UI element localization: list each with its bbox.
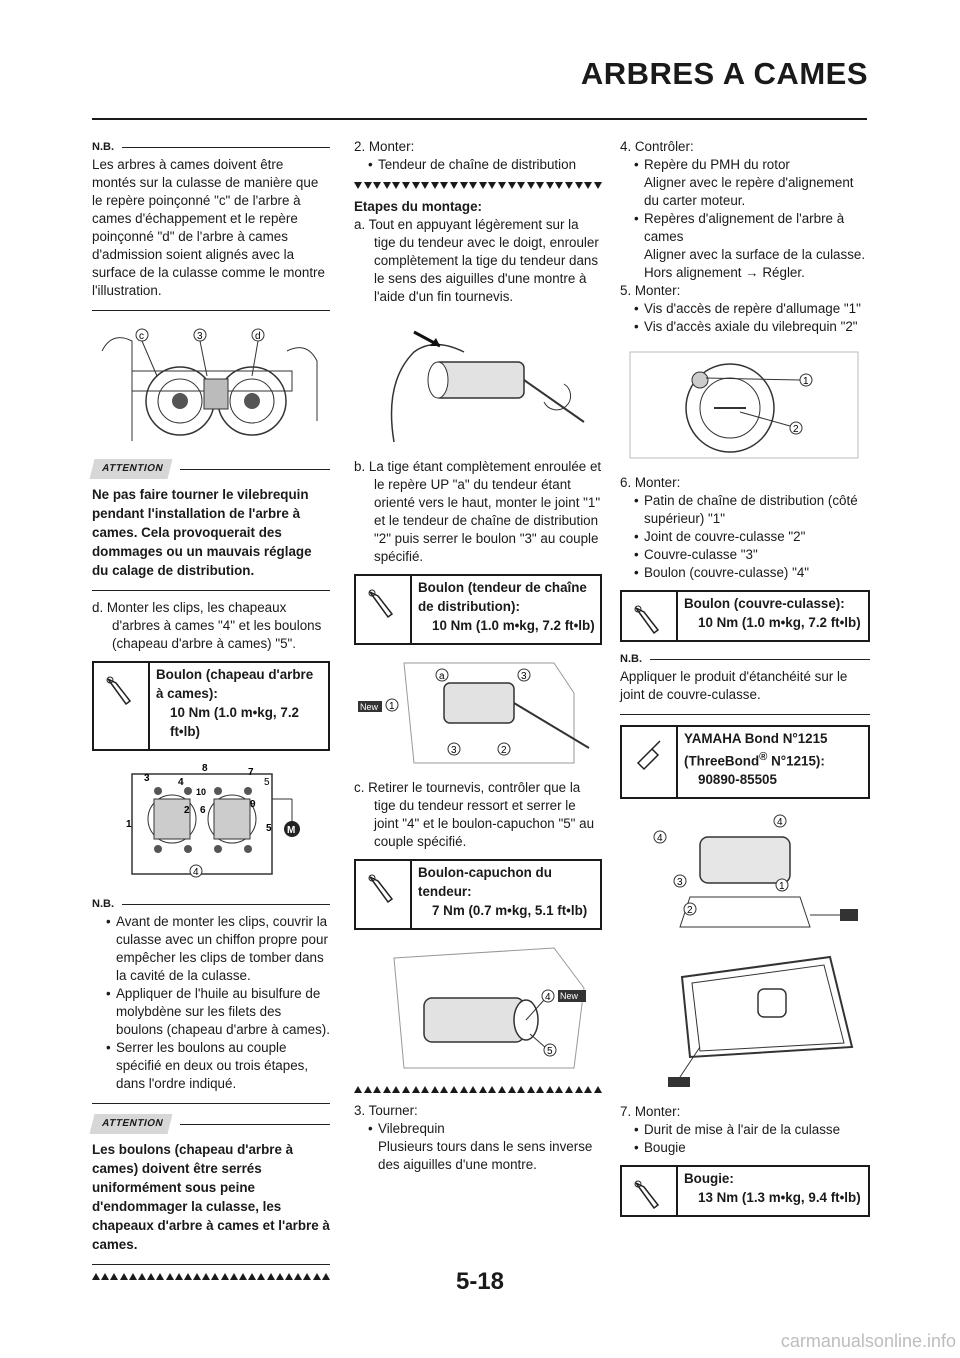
- spec-value: 10 Nm (1.0 m•kg, 7.2 ft•lb): [170, 705, 299, 739]
- triangle-marker-icon: [469, 1086, 477, 1093]
- step-item: • Tendeur de chaîne de distribution: [368, 157, 577, 172]
- triangle-marker-icon: [555, 182, 563, 189]
- triangle-marker-icon: [594, 182, 602, 189]
- fig-label: 1: [779, 881, 785, 893]
- fig-label: 5: [266, 823, 272, 834]
- molybdenum-oil-badge: M: [287, 825, 296, 836]
- fig-label: 8: [202, 763, 208, 774]
- tensioner-install-figure: [354, 653, 600, 773]
- sealant-tube-icon: [622, 727, 678, 797]
- page-header-title: ARBRES A CAMES: [580, 56, 868, 91]
- fig-label: 2: [687, 905, 693, 917]
- watermark: carmanualsonline.info: [780, 1331, 956, 1351]
- triangle-marker-icon: [546, 182, 554, 189]
- torque-wrench-icon: [622, 592, 678, 640]
- procedure-end-marker: [354, 1086, 602, 1094]
- fig-label: 3: [197, 331, 203, 342]
- step-5: 5. Monter:: [620, 283, 681, 298]
- note-box: [92, 895, 330, 1104]
- fig-label: d: [255, 331, 261, 342]
- step-item: • Boulon (couvre-culasse) "4": [634, 565, 810, 580]
- fig-label: a: [439, 671, 445, 682]
- fig-label: 3: [144, 773, 150, 784]
- note-bullet: • Serrer les boulons au couple spécifié en deux ou trois étapes, dans l'ordre indiqué.: [106, 1040, 309, 1091]
- triangle-marker-icon: [498, 182, 506, 189]
- triangle-marker-icon: [527, 1086, 535, 1093]
- note-bullet: • Appliquer de l'huile au bisulfure de molybdène sur les filets des boulons (chapeau d'arbre à cames).: [106, 986, 330, 1037]
- step-item: • Vis d'accès de repère d'allumage "1": [634, 301, 861, 316]
- spec-value: 90890-85505: [698, 772, 777, 788]
- triangle-marker-icon: [373, 1086, 381, 1093]
- camshaft-alignment-figure: [92, 321, 328, 451]
- fig-label: 4: [193, 867, 199, 878]
- triangle-marker-icon: [488, 1086, 496, 1093]
- triangle-marker-icon: [421, 182, 429, 189]
- triangle-marker-icon: [354, 1086, 362, 1093]
- column-left: [92, 138, 330, 1289]
- step-item: • Bougie: [634, 1140, 686, 1156]
- triangle-marker-icon: [460, 182, 468, 189]
- triangle-marker-icon: [450, 1086, 458, 1093]
- header-rule: [92, 118, 867, 120]
- triangle-marker-icon: [392, 1086, 400, 1093]
- triangle-marker-icon: [565, 182, 573, 189]
- triangle-marker-icon: [565, 1086, 573, 1093]
- torque-spec-box: [92, 661, 330, 751]
- torque-wrench-icon: [356, 861, 412, 928]
- fig-label: 3: [677, 877, 683, 889]
- timing-mark-screw-figure: [620, 342, 868, 468]
- step-item: • Repère du PMH du rotor: [634, 157, 790, 172]
- page-number: 5-18: [455, 1268, 505, 1295]
- fig-label: 9: [250, 799, 256, 810]
- fig-label: 5: [547, 1046, 553, 1057]
- step-item: • Repères d'alignement de l'arbre à cames: [634, 211, 845, 244]
- spec-title: Boulon (chapeau d'arbre à cames):: [156, 667, 314, 701]
- step-7: 7. Monter:: [620, 1104, 681, 1120]
- step-item: • Vis d'accès axiale du vilebrequin "2": [634, 319, 858, 334]
- triangle-marker-icon: [373, 182, 381, 189]
- triangle-marker-icon: [575, 182, 583, 189]
- triangle-marker-icon: [431, 1086, 439, 1093]
- triangle-marker-icon: [479, 182, 487, 189]
- step-description: Aligner avec la surface de la culasse.: [644, 247, 866, 262]
- step-item: • Vilebrequin: [368, 1121, 445, 1136]
- procedure-start-marker: [354, 182, 602, 190]
- torque-wrench-icon: [94, 663, 150, 749]
- fig-label: 3: [521, 671, 527, 682]
- triangle-marker-icon: [508, 1086, 516, 1093]
- triangle-marker-icon: [546, 1086, 554, 1093]
- triangle-marker-icon: [536, 182, 544, 189]
- triangle-marker-icon: [440, 1086, 448, 1093]
- column-middle: [354, 138, 602, 1174]
- nb-label: N.B.: [620, 653, 642, 665]
- spec-title: Boulon-capuchon du tendeur:: [418, 865, 552, 899]
- fig-label: 2: [501, 745, 507, 756]
- step-item: • Couvre-culasse "3": [634, 547, 758, 562]
- triangle-marker-icon: [584, 182, 592, 189]
- note-box: [620, 650, 870, 715]
- attention-box: [92, 459, 330, 591]
- new-badge: New: [560, 991, 579, 1001]
- step-4: 4. Contrôler:: [620, 139, 694, 154]
- note-text: Les arbres à cames doivent être montés sur la culasse de manière que le repère poinçonné "c" de l'arbre à cames d'échappement et le repère poinçonné "d" de l'arbre à cames d'admission soient alignés avec la surface de la culasse comme le montre l'illustration.: [92, 157, 325, 298]
- fig-label: 1: [126, 819, 132, 830]
- triangle-marker-icon: [402, 1086, 410, 1093]
- step-a: a. Tout en appuyant légèrement sur la tige du tendeur avec le doigt, enrouler complètement la tige du tendeur dans le sens des aiguilles d'une montre à l'aide d'un fin tournevis.: [354, 217, 599, 304]
- spec-value: 13 Nm (1.3 m•kg, 9.4 ft•lb): [698, 1190, 861, 1206]
- step-b: b. La tige étant complètement enroulée et le repère UP "a" du tendeur étant orienté vers le haut, monter le joint "1" et le tendeur de chaîne de distribution "2" puis serrer le boulon "3" au couple spécifié.: [354, 459, 602, 564]
- triangle-marker-icon: [460, 1086, 468, 1093]
- new-badge: New: [360, 702, 379, 712]
- step-6: 6. Monter:: [620, 475, 681, 490]
- triangle-marker-icon: [412, 1086, 420, 1093]
- step-description: Aligner avec le repère d'alignement du carter moteur.: [644, 175, 854, 208]
- torque-wrench-icon: [356, 576, 412, 643]
- nb-label: N.B.: [92, 141, 114, 153]
- spec-title: YAMAHA Bond N°1215 (ThreeBond® N°1215):: [684, 731, 828, 769]
- step-description: Plusieurs tours dans le sens inverse des aiguilles d'une montre.: [378, 1139, 593, 1172]
- spec-value: 7 Nm (0.7 m•kg, 5.1 ft•lb): [432, 903, 588, 918]
- note-bullet: • Avant de monter les clips, couvrir la culasse avec un chiffon propre pour empêcher les clips de tomber dans la cavité de la culasse.: [106, 914, 328, 983]
- misalignment-action: Hors alignement → Régler.: [644, 265, 805, 280]
- triangle-marker-icon: [412, 182, 420, 189]
- triangle-marker-icon: [508, 182, 516, 189]
- attention-box: [92, 1114, 330, 1265]
- triangle-marker-icon: [383, 182, 391, 189]
- triangle-marker-icon: [479, 1086, 487, 1093]
- triangle-marker-icon: [450, 182, 458, 189]
- fig-label: 1: [803, 376, 809, 387]
- triangle-marker-icon: [527, 182, 535, 189]
- torque-wrench-icon: [622, 1167, 678, 1215]
- triangle-marker-icon: [402, 182, 410, 189]
- triangle-marker-icon: [421, 1086, 429, 1093]
- tensioner-rod-figure: [354, 312, 600, 452]
- fig-label: 1: [389, 701, 395, 712]
- triangle-marker-icon: [383, 1086, 391, 1093]
- attention-badge: ATTENTION: [90, 459, 173, 479]
- step-item: • Patin de chaîne de distribution (côté supérieur) "1": [634, 493, 858, 526]
- torque-spec-box: [620, 590, 870, 642]
- attention-text: Ne pas faire tourner le vilebrequin pendant l'installation de l'arbre à cames. Cela provoquerait des dommages ou un mauvais réglage du calage de distribution.: [92, 487, 312, 578]
- fig-label: 4: [545, 992, 551, 1003]
- fig-label: 6: [200, 805, 206, 816]
- triangle-marker-icon: [498, 1086, 506, 1093]
- note-box: [92, 138, 330, 311]
- torque-spec-box: [354, 574, 602, 645]
- triangle-marker-icon: [517, 1086, 525, 1093]
- attention-text: Les boulons (chapeau d'arbre à cames) doivent être serrés uniformément sous peine d'endommager la culasse, les chapeaux d'arbre à cames et l'arbre à cames.: [92, 1142, 330, 1252]
- fig-label: 2: [184, 805, 190, 816]
- step-c: c. Retirer le tournevis, contrôler que la tige du tendeur ressort et serrer le joint "4" et le boulon-capuchon "5" au couple spécifié.: [354, 780, 595, 849]
- fig-label: 7: [248, 767, 254, 778]
- fig-label: 4: [777, 817, 783, 829]
- fig-label: 4: [178, 777, 184, 788]
- step-item: • Joint de couvre-culasse "2": [634, 529, 806, 544]
- fig-label: 10: [196, 787, 207, 797]
- torque-spec-box: [620, 1165, 870, 1217]
- spec-title: Boulon (couvre-culasse):: [684, 596, 845, 611]
- triangle-marker-icon: [536, 1086, 544, 1093]
- spec-value: 10 Nm (1.0 m•kg, 7.2 ft•lb): [432, 618, 595, 633]
- camshaft-cap-tightening-figure: [92, 759, 328, 889]
- triangle-marker-icon: [594, 1086, 602, 1093]
- step-item: • Durit de mise à l'air de la culasse: [634, 1122, 841, 1138]
- step-3: 3. Tourner:: [354, 1103, 418, 1118]
- triangle-marker-icon: [440, 182, 448, 189]
- column-right: [620, 138, 870, 1225]
- fig-label: 4: [657, 833, 663, 845]
- note-text: Appliquer le produit d'étanchéité sur le joint de couvre-culasse.: [620, 669, 848, 702]
- triangle-marker-icon: [488, 182, 496, 189]
- cylinder-head-cover-figure: [620, 807, 868, 1097]
- fig-label: 3: [451, 745, 457, 756]
- triangle-marker-icon: [555, 1086, 563, 1093]
- nb-label: N.B.: [92, 898, 114, 910]
- triangle-marker-icon: [431, 182, 439, 189]
- triangle-marker-icon: [364, 182, 372, 189]
- arrow-right-icon: →: [745, 265, 759, 280]
- triangle-marker-icon: [469, 182, 477, 189]
- attention-badge: ATTENTION: [90, 1114, 173, 1134]
- triangle-marker-icon: [354, 182, 362, 189]
- fig-label: 2: [793, 424, 799, 435]
- triangle-marker-icon: [575, 1086, 583, 1093]
- fig-label: 5: [264, 777, 270, 788]
- triangle-marker-icon: [584, 1086, 592, 1093]
- procedure-title: Etapes du montage:: [354, 199, 482, 214]
- step-2: 2. Monter:: [354, 139, 415, 154]
- triangle-marker-icon: [517, 182, 525, 189]
- spec-title: Boulon (tendeur de chaîne de distribution):: [418, 580, 587, 614]
- torque-spec-box: [354, 859, 602, 930]
- tensioner-cap-bolt-figure: [354, 938, 600, 1078]
- spec-value: 10 Nm (1.0 m•kg, 7.2 ft•lb): [698, 615, 861, 630]
- triangle-marker-icon: [392, 182, 400, 189]
- triangle-marker-icon: [364, 1086, 372, 1093]
- spec-title: Bougie:: [684, 1171, 734, 1187]
- fig-label: c: [139, 331, 144, 342]
- sealant-spec-box: [620, 725, 870, 799]
- step-d: d. Monter les clips, les chapeaux d'arbres à cames "4" et les boulons (chapeau d'arbre à cames) "5".: [92, 600, 322, 651]
